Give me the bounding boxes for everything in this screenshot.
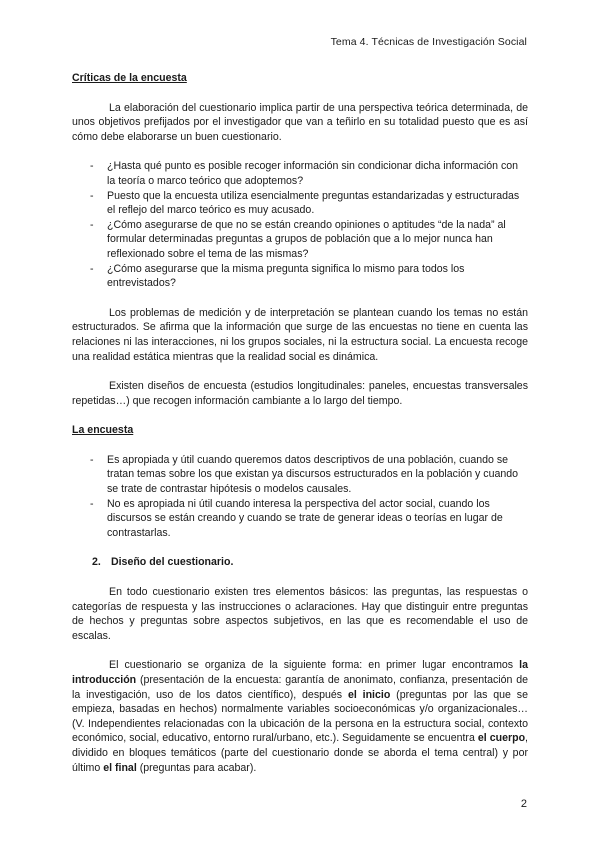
section-heading-diseno [72,555,528,570]
bold-term-introduccion: la introducción [72,659,528,686]
list-item: - ¿Cómo asegurarse de que no se están creando opiniones o aptitudes “de la nada” al formular determinadas preguntas a grupos de población que a lo mejor nunca han reflexionado sobre el tema de las mismas? [72,218,528,262]
section-heading-encuesta: La encuesta [72,424,134,437]
paragraph: Existen diseños de encuesta (estudios longitudinales: paneles, encuestas transversales repetidas…) que recogen información cambiante a lo largo del tiempo. [72,380,528,407]
section-number: 2. [92,556,101,569]
paragraph: Los problemas de medición y de interpretación se plantean cuando los temas no están estructurados. Se afirma que la información que surge de las encuestas no tiene en cuenta las relaciones ni las interacciones, ni los grupos sociales, ni la estructura social. La encuesta recoge una realidad estática mientras que la realidad social es dinámica. [72,306,528,363]
bold-term-final: el final [103,761,137,774]
text-run: (presentación de la encuesta: garantía de anonimato, confianza, presentación de la investigación, uso de los datos científico), después [72,674,528,701]
page-content [72,71,528,790]
section-title: Diseño del cuestionario. [110,556,234,569]
bullet-list-criticas [72,159,528,290]
text-run: (preguntas por las que se empieza, basadas en hechos) normalmente variables socioeconómicas y/o organizacionales… (V. Independientes relacionadas con la ubicación de la persona en la estructura social, contexto económico, social, educativo, entorno rural/urbano, etc.). Seguidamente se encuentra [72,688,528,745]
section-heading-criticas: Críticas de la encuesta [72,72,187,84]
list-item: - Puesto que la encuesta utiliza esencialmente preguntas estandarizadas y estructuradas el reflejo del marco teórico es muy acusado. [72,189,528,218]
list-item: - No es apropiada ni útil cuando interesa la perspectiva del actor social, cuando los discursos se están creando y cuando se trate de generar ideas o teorías en lugar de contrastarlas. [72,497,528,541]
paragraph: La elaboración del cuestionario implica partir de una perspectiva teórica determinada, de unos objetivos prefijados por el investigador que van a teñirlo en su totalidad puesto que es así cómo debe elaborarse un buen cuestionario. [72,101,528,143]
text-run: , dividido en bloques temáticos (parte del cuestionario donde se aborda el tema central) y por último [72,732,528,774]
text-run: (preguntas para acabar). [136,761,257,774]
list-item: - ¿Hasta qué punto es posible recoger información sin condicionar dicha información con la teoría o marco teórico que adoptemos? [72,159,528,188]
list-item: - ¿Cómo asegurarse que la misma pregunta significa lo mismo para todos los entrevistados? [72,262,528,291]
bullet-list-encuesta [72,453,528,541]
paragraph: En todo cuestionario existen tres elementos básicos: las preguntas, las respuestas o categorías de respuesta y las instrucciones o aclaraciones. Hay que distinguir entre preguntas de hechos y preguntas sobre aspectos subjetivos, en las que es recomendable el uso de escalas. [72,586,528,642]
bold-term-cuerpo: el cuerpo [477,732,526,745]
running-header: Tema 4. Técnicas de Investigación Social [330,36,527,48]
page-number: 2 [520,798,527,810]
paragraph-organizacion [72,658,528,775]
text-run: El cuestionario se organiza de la siguiente forma: en primer lugar encontramos [109,659,520,672]
list-item: - Es apropiada y útil cuando queremos datos descriptivos de una población, cuando se tratan temas sobre los que existan ya discursos estructurados en la población y cuando se trate de contrastar hipótesis o modelos causales. [72,453,528,497]
bold-term-inicio: el inicio [347,688,391,701]
